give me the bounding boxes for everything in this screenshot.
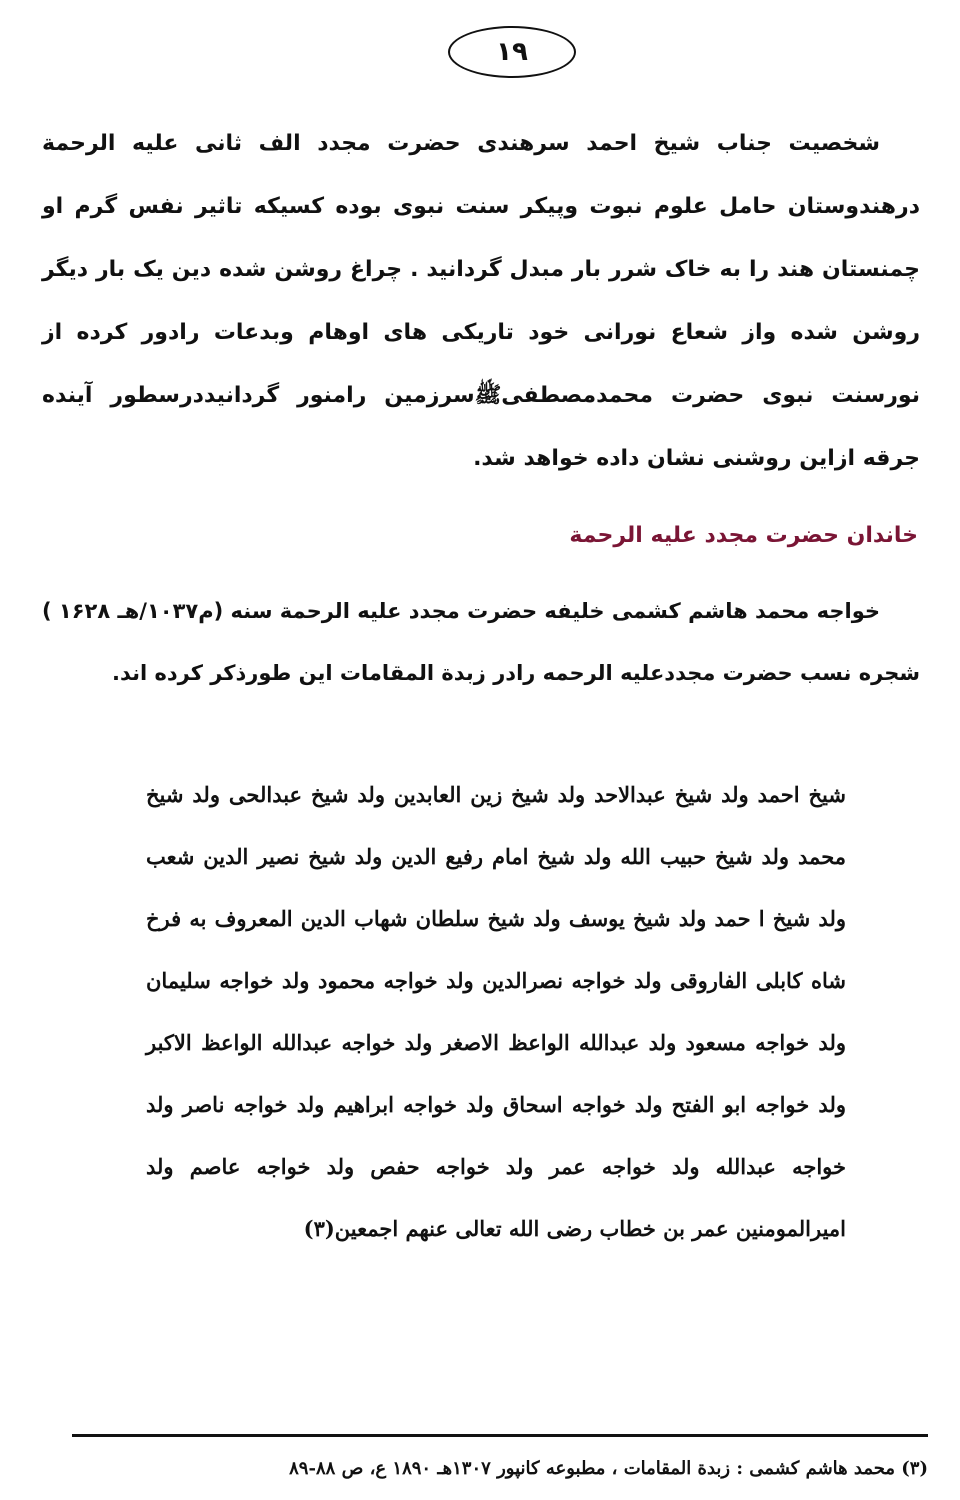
section-heading: خاندان حضرت مجدد علیه الرحمة: [569, 523, 918, 548]
genealogy-quote: شیخ احمد ولد شیخ عبدالاحد ولد شیخ زین العابدین ولد شیخ عبدالحی ولد شیخ محمد ولد شیخ حبیب الله ولد شیخ امام رفیع الدین ولد شیخ نصیر الدین شعب ولد شیخ ا حمد ولد شیخ یوسف ولد شیخ سلطان شهاب الدین المعروف به فرخ شاه کابلی الفاروقی ولد خواجه نصرالدین ولد خواجه محمود ولد خواجه سلیمان ولد خواجه مسعود ولد عبدالله الواعظ الاصغر ولد خواجه عبدالله الواعظ الاکبر ولد خواجه ابو الفتح ولد خواجه اسحاق ولد خواجه ابراهیم ولد خواجه ناصر ولد خواجه عبدالله ولد خواجه عمر ولد خواجه حفص ولد خواجه عاصم ولد امیرالمومنین عمر بن خطاب رضی الله تعالی عنهم اجمعین(۳): [146, 782, 846, 1241]
footnote: (۳) محمد هاشم کشمی : زبدة المقامات ، مطبوعه کانپور ۱۳۰۷هـ ۱۸۹۰ ع، ص ۸۸-۸۹: [289, 1458, 928, 1479]
intro-paragraph: شخصیت جناب شیخ احمد سرهندی حضرت مجدد الف ثانی علیه الرحمة درهندوستان حامل علوم نبوت وپیکر سنت نبوی بوده کسیکه تاثیر نفس گرم او چمنستان هند را به خاک شرر بار مبدل گردانید . چراغ روشن شده دین یک بار دیگر روشن شده واز شعاع نورانی خود تاریکی های اوهام وبدعات رادور کرده از نورسنت نبوی حضرت محمدمصطفیﷺسرزمین رامنور گردانیددرسطور آینده جرقه ازاین روشنی نشان داده خواهد شد.: [42, 131, 920, 471]
page-number: ۱۹: [448, 26, 576, 78]
footnote-divider: [72, 1434, 928, 1437]
lineage-intro-paragraph: خواجه محمد هاشم کشمی خلیفه حضرت مجدد علیه الرحمة سنه (م۱۰۳۷/هـ ۱۶۲۸ ) شجره نسب حضرت مجددعلیه الرحمه رادر زبدة المقامات این طورذکر کرده اند.: [42, 599, 920, 685]
